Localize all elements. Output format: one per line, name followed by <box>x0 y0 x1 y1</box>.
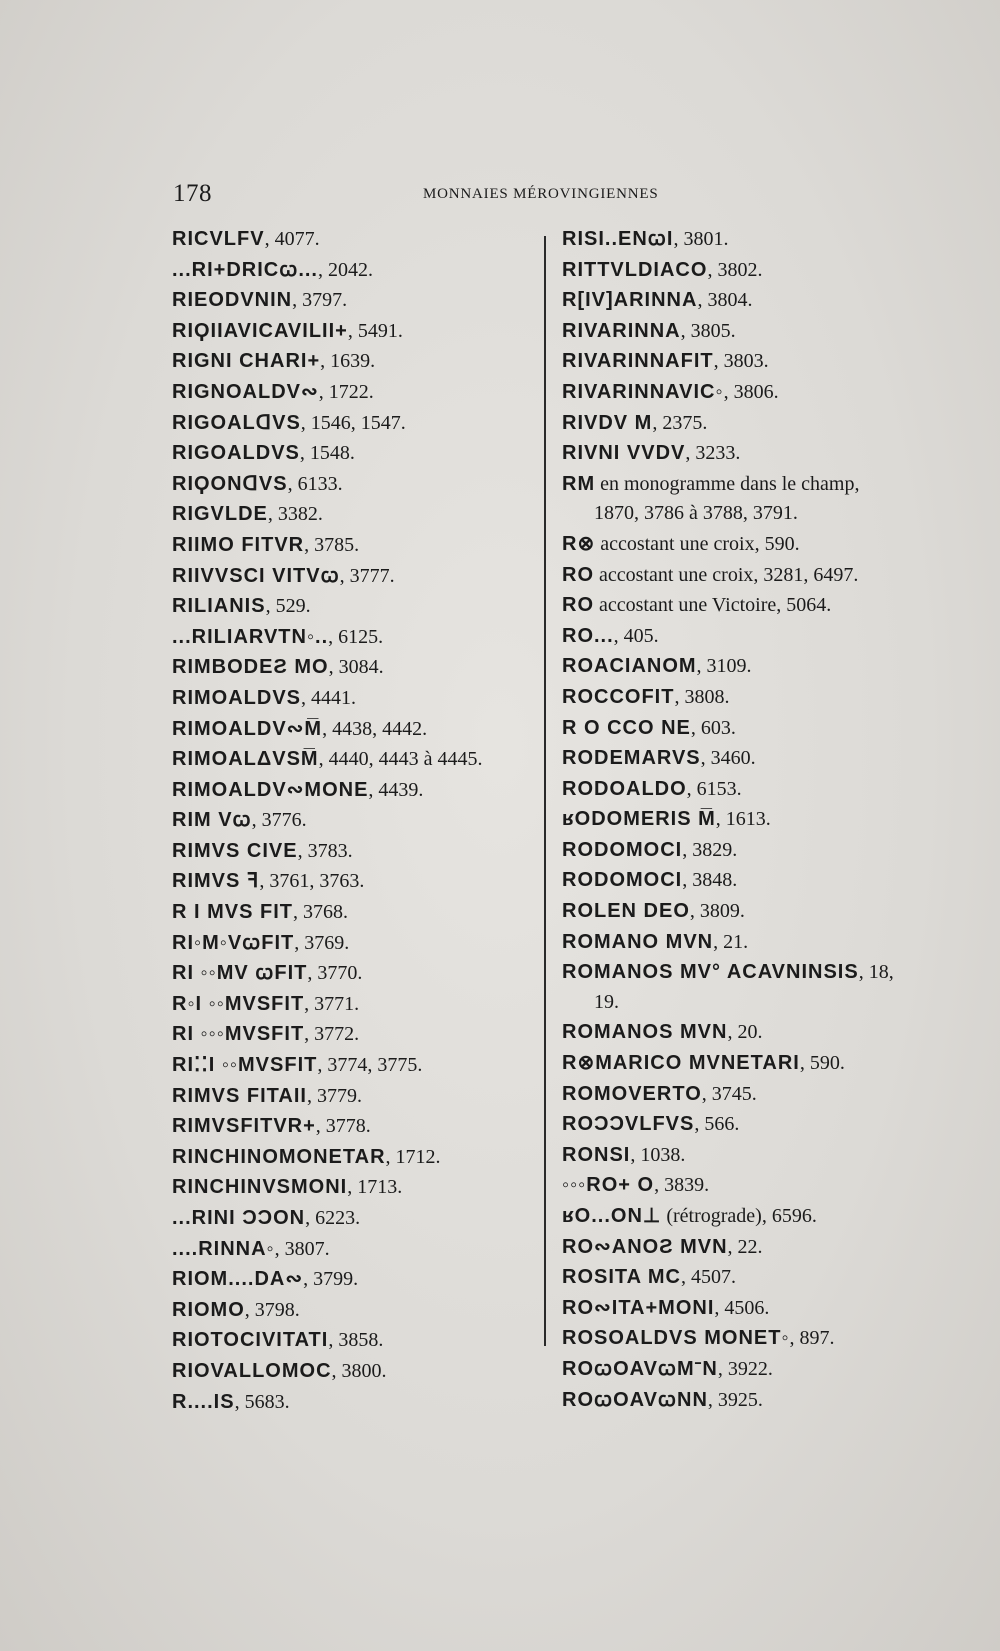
entry-legend: ...RINI ƆƆON <box>172 1207 306 1229</box>
entry-references: , 3805. <box>680 319 736 342</box>
index-entry <box>172 1264 542 1295</box>
index-entry <box>562 438 942 469</box>
entry-references: , 3809. <box>689 900 745 923</box>
entry-legend: ....RINNA◦ <box>172 1237 275 1260</box>
index-entry <box>172 744 542 775</box>
entry-references: , 3808. <box>674 685 730 708</box>
entry-legend: RIVDV M <box>562 411 653 434</box>
entry-legend: ROLEN DEO <box>562 900 690 923</box>
entry-legend: RODOMOCI <box>562 838 683 861</box>
index-entry <box>562 1079 942 1110</box>
entry-references: , 3807. <box>274 1237 330 1260</box>
entry-legend: ʁODOMERIS M̅ <box>562 808 716 831</box>
entry-legend: ROMANOS MV° ACAVNINSIS <box>562 961 859 984</box>
entry-legend: RIIVVSCI VITVꞷ <box>172 564 340 587</box>
entry-references: , 3382. <box>267 503 323 526</box>
entry-legend: RODOALDO <box>562 777 687 800</box>
entry-references: , 3778. <box>315 1115 371 1138</box>
index-entry <box>172 530 542 561</box>
entry-references: , 6125. <box>328 625 384 648</box>
entry-legend: RI ◦◦MV ꞷFIT <box>172 962 308 985</box>
entry-references: , 3785. <box>304 533 360 556</box>
index-entry <box>562 469 942 529</box>
entry-references: , 18, <box>858 961 894 984</box>
entry-legend: RIϘIIAVICAVILII+ <box>172 319 348 342</box>
entry-references: , 3777. <box>339 564 395 587</box>
entry-references: , 22. <box>727 1235 763 1258</box>
entry-legend: RI◦M◦VꞷFIT <box>172 931 295 954</box>
index-entry <box>172 499 542 530</box>
entry-references: , 3802. <box>707 258 763 281</box>
entry-legend: R....IS <box>172 1390 235 1413</box>
entry-references: accostant une croix, 590. <box>595 532 800 555</box>
index-entry <box>562 651 942 682</box>
entry-references: en monogramme dans le champ, <box>595 472 860 495</box>
entry-references: , 3801. <box>673 228 729 250</box>
index-entry <box>562 560 942 591</box>
entry-references: , 3769. <box>294 931 350 954</box>
entry-legend: RIVNI VVDV <box>562 442 686 465</box>
entry-references: , 1712. <box>385 1145 441 1168</box>
index-entry <box>562 1109 942 1140</box>
entry-references: , 3829. <box>682 838 738 861</box>
entry-references: , 1722. <box>318 380 374 403</box>
entry-references: , 3745. <box>701 1082 757 1105</box>
entry-legend: RIGNOALDV∾ <box>172 380 319 403</box>
entry-references: , 3798. <box>244 1298 300 1321</box>
entry-legend: RIMVSFITVR+ <box>172 1115 316 1138</box>
index-entry <box>172 897 542 928</box>
entry-legend: RIVARINNA <box>562 319 681 342</box>
entry-references: , 2042. <box>318 258 373 281</box>
index-entry <box>172 1325 542 1356</box>
entry-references: , 3797. <box>292 289 348 312</box>
entry-references: , 3799. <box>303 1268 359 1291</box>
entry-legend: RO... <box>562 624 614 647</box>
page-number: 178 <box>173 180 212 207</box>
entry-references: , 590. <box>799 1052 845 1075</box>
entry-legend: RIOMO <box>172 1298 245 1321</box>
entry-legend: RIVARINNAVIC◦ <box>562 380 724 403</box>
index-entry <box>562 377 942 408</box>
entry-legend: RIEODVNIN <box>172 289 293 312</box>
index-entry <box>562 1262 942 1293</box>
entry-legend: RO∾ANOƧ MVN <box>562 1235 728 1258</box>
entry-legend: ROSITA MC <box>562 1266 681 1289</box>
page-header <box>173 180 933 210</box>
index-entry <box>172 958 542 989</box>
entry-legend: RODEMARVS <box>562 747 701 770</box>
entry-legend: RO∾ITA+MONI <box>562 1296 715 1319</box>
entry-legend: RIMOALΔVSM̅ <box>172 748 319 771</box>
index-entry <box>172 438 542 469</box>
index-entry <box>172 1295 542 1326</box>
entry-references: , 20. <box>727 1021 763 1044</box>
entry-legend: RIVARINNAFIT <box>562 350 714 373</box>
entry-references: , 3925. <box>707 1388 763 1411</box>
entry-legend: RIMOALDVS <box>172 686 301 709</box>
index-entry <box>562 804 942 835</box>
entry-references: , 6153. <box>686 777 742 800</box>
index-entry <box>172 866 542 897</box>
entry-legend: ROMANOS MVN <box>562 1021 728 1044</box>
index-entry <box>172 1203 542 1234</box>
entry-legend: ...RILIARVTN◦.. <box>172 625 329 648</box>
index-entry <box>172 1172 542 1203</box>
index-entry <box>172 805 542 836</box>
entry-references: , 3800. <box>331 1359 387 1382</box>
index-entry <box>562 346 942 377</box>
index-entry <box>172 1387 542 1418</box>
entry-references: , 1639. <box>320 350 376 373</box>
entry-legend: RIMVS ꟻ <box>172 870 260 893</box>
right-column <box>562 224 942 1415</box>
index-entry <box>562 1323 942 1354</box>
entry-legend: ROꞷOAVꞷNN <box>562 1388 708 1411</box>
entry-references: , 6223. <box>305 1207 361 1229</box>
index-entry <box>172 224 542 255</box>
entry-references: , 5683. <box>234 1390 290 1413</box>
entry-references: , 1548. <box>299 442 355 465</box>
entry-references: , 3848. <box>682 869 738 892</box>
entry-references: , 3084. <box>328 656 384 679</box>
index-entry <box>172 1111 542 1142</box>
entry-legend: RONSI <box>562 1143 631 1166</box>
index-entry <box>172 652 542 683</box>
entry-references: , 3839. <box>654 1174 710 1197</box>
index-entry <box>172 316 542 347</box>
index-entry <box>562 896 942 927</box>
entry-legend: RIMVS CIVE <box>172 839 298 862</box>
index-entry <box>562 529 942 560</box>
entry-legend: RODOMOCI <box>562 869 683 892</box>
index-entry <box>562 255 942 286</box>
index-entry <box>562 224 942 255</box>
entry-references: , 3803. <box>713 350 769 373</box>
index-entry <box>172 346 542 377</box>
index-entry <box>172 285 542 316</box>
entry-references: , 1613. <box>715 808 771 831</box>
index-entry <box>172 683 542 714</box>
index-entry <box>172 1050 542 1081</box>
entry-legend: R⊗MARICO MVNETARI <box>562 1052 800 1075</box>
entry-legend: RIϘONᗡVS <box>172 472 288 495</box>
entry-legend: RIGOALDVS <box>172 442 300 465</box>
entry-legend: RIOTOCIVITATI <box>172 1329 329 1352</box>
entry-references: , 3783. <box>297 839 353 862</box>
entry-legend: RIMVS FITAII <box>172 1084 307 1107</box>
entry-references: , 5491. <box>347 319 403 342</box>
entry-references: , 6133. <box>287 472 343 495</box>
index-entry <box>562 1170 942 1201</box>
entry-references: , 3779. <box>306 1084 362 1107</box>
index-entry <box>172 1234 542 1265</box>
entry-legend: RIGVLDE <box>172 503 268 526</box>
index-entry <box>172 469 542 500</box>
entry-references: , 4506. <box>714 1296 770 1319</box>
entry-legend: R⊗ <box>562 532 596 555</box>
index-entry <box>172 775 542 806</box>
entry-references: , 4441. <box>301 686 356 709</box>
index-entry <box>562 865 942 896</box>
entry-references: , 603. <box>690 716 736 739</box>
index-entry <box>562 285 942 316</box>
entry-legend: RIOM....DA∾ <box>172 1268 304 1291</box>
entry-legend: RICVLFV <box>172 228 265 250</box>
entry-legend: ROƆƆVLFVS <box>562 1113 695 1136</box>
entry-references: accostant une Victoire, 5064. <box>594 594 832 617</box>
entry-references: , 3460. <box>700 747 756 770</box>
entry-references: , 897. <box>789 1327 835 1350</box>
index-entry <box>172 255 542 286</box>
index-entry <box>562 682 942 713</box>
index-entry <box>562 1293 942 1324</box>
entry-legend: R O CCO NE <box>562 716 691 739</box>
entry-legend: ROACIANOM <box>562 655 697 678</box>
entry-legend: RM <box>562 472 596 495</box>
index-entry <box>562 713 942 744</box>
entry-legend: RIGNI CHARI+ <box>172 350 321 373</box>
entry-references: , 566. <box>694 1113 740 1136</box>
entry-continuation: 1870, 3786 à 3788, 3791. <box>594 502 798 525</box>
entry-references: (rétrograde), 6596. <box>661 1205 817 1227</box>
entry-references: , 2375. <box>652 411 708 434</box>
entry-legend: RIMOALDV∾MONE <box>172 778 369 801</box>
entry-references: , 3768. <box>293 901 348 924</box>
running-title: MONNAIES MÉROVINGIENNES <box>423 186 659 202</box>
entry-references: , 3774, 3775. <box>317 1054 423 1077</box>
entry-references: , 3761, 3763. <box>259 870 365 893</box>
entry-references: , 3858. <box>328 1329 384 1352</box>
entry-references: , 1038. <box>630 1143 686 1166</box>
entry-references: , 4438, 4442. <box>322 717 428 740</box>
index-entry <box>172 622 542 653</box>
index-entry <box>172 561 542 592</box>
index-entry <box>562 1354 942 1385</box>
entry-legend: ◦◦◦RO+ O <box>562 1174 655 1197</box>
entry-references: , 3804. <box>697 289 753 312</box>
index-entry <box>562 774 942 805</box>
entry-references: , 3233. <box>685 442 741 465</box>
entry-legend: R[IV]ARINNA <box>562 289 698 312</box>
entry-references: , 3771. <box>304 992 360 1015</box>
entry-continuation: 19. <box>594 990 619 1013</box>
entry-references: , 4440, 4443 à 4445. <box>318 748 483 771</box>
entry-legend: RIOVALLOMOC <box>172 1359 332 1382</box>
index-entry <box>172 377 542 408</box>
index-entry <box>562 743 942 774</box>
entry-legend: RIM Vꞷ <box>172 809 252 832</box>
left-column <box>172 224 542 1417</box>
entry-references: accostant une croix, 3281, 6497. <box>594 563 859 586</box>
entry-references: , 3772. <box>304 1023 360 1046</box>
entry-legend: RO <box>562 594 594 617</box>
entry-legend: RITTVLDIACO <box>562 258 708 281</box>
entry-legend: RINCHINOMONETAR <box>172 1145 386 1168</box>
index-entry <box>562 1385 942 1416</box>
entry-references: , 405. <box>613 624 659 647</box>
entry-references: , 4439. <box>368 778 424 801</box>
index-entry <box>562 1232 942 1263</box>
entry-legend: ROMANO MVN <box>562 930 714 953</box>
index-entry <box>172 1081 542 1112</box>
index-entry <box>562 1017 942 1048</box>
index-entry <box>172 1019 542 1050</box>
entry-legend: RO <box>562 563 594 586</box>
index-entry <box>172 591 542 622</box>
entry-references: , 1546, 1547. <box>300 411 406 434</box>
index-entry <box>562 590 942 621</box>
index-entry <box>172 989 542 1020</box>
entry-legend: R◦I ◦◦MVSFIT <box>172 992 305 1015</box>
entry-legend: RI ◦◦◦MVSFIT <box>172 1023 305 1046</box>
entry-legend: ʁO...ON⊥ <box>562 1205 662 1227</box>
index-entry <box>562 835 942 866</box>
entry-references: , 3109. <box>696 655 752 678</box>
index-entry <box>562 316 942 347</box>
entry-legend: RIIMO FITVR <box>172 533 305 556</box>
entry-references: , 4077. <box>264 228 320 250</box>
index-entry <box>562 408 942 439</box>
index-entry <box>172 1142 542 1173</box>
entry-legend: RIMOALDV∾M̅ <box>172 717 323 740</box>
entry-references: , 1713. <box>347 1176 403 1199</box>
entry-legend: ...RI+DRICꞷ... <box>172 258 318 281</box>
index-entry <box>172 836 542 867</box>
entry-legend: RINCHINVSMONI <box>172 1176 348 1199</box>
index-entry <box>562 957 942 1017</box>
entry-legend: RIGOALᗡVS <box>172 411 301 434</box>
entry-references: , 4507. <box>681 1266 736 1289</box>
entry-legend: R I MVS FIT <box>172 901 293 924</box>
entry-references: , 3806. <box>723 380 779 403</box>
entry-references: , 529. <box>265 595 311 618</box>
entry-references: , 3776. <box>251 809 307 832</box>
index-entry <box>562 1140 942 1171</box>
entry-legend: ROꞷOAVꞷM⁻N <box>562 1357 718 1380</box>
entry-references: , 3922. <box>717 1357 773 1380</box>
index-entry <box>562 1201 942 1232</box>
entry-references: , 3770. <box>307 962 363 985</box>
index-entry <box>172 408 542 439</box>
column-divider <box>544 236 546 1346</box>
index-entry <box>172 1356 542 1387</box>
index-entry <box>562 927 942 958</box>
entry-legend: ROCCOFIT <box>562 685 675 708</box>
index-entry <box>172 714 542 745</box>
index-entry <box>172 928 542 959</box>
entry-legend: ROMOVERTO <box>562 1082 702 1105</box>
index-entry <box>562 1048 942 1079</box>
entry-legend: RIMBODEƧ MO <box>172 656 329 679</box>
entry-legend: ROSOALDVS MONET◦ <box>562 1327 790 1350</box>
entry-legend: RILIANIS <box>172 595 266 618</box>
entry-references: , 21. <box>713 930 749 953</box>
entry-legend: RISI..ENꞷI <box>562 228 674 250</box>
entry-legend: RI⁚⁚I ◦◦MVSFIT <box>172 1054 318 1077</box>
index-entry <box>562 621 942 652</box>
